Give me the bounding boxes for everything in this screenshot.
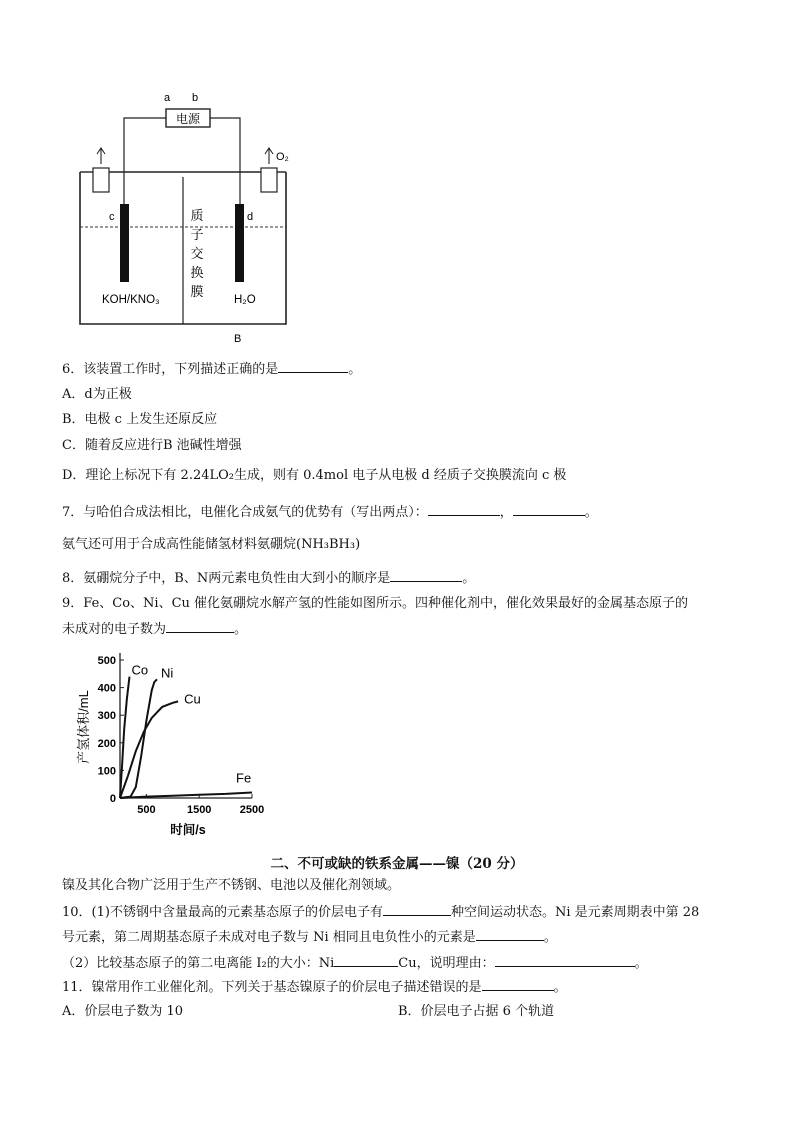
question-8-stem: 8．氨硼烷分子中，B、N两元素电负性由大到小的顺序是 。 <box>62 571 476 586</box>
y-tick-label: 200 <box>97 737 116 750</box>
electrolysis-apparatus-diagram <box>60 86 305 348</box>
series-line-co <box>120 677 130 798</box>
chart-x-axis-title: 时间/s <box>170 823 206 837</box>
electrode-d <box>235 204 244 282</box>
electrode-d-label: d <box>247 211 254 223</box>
y-tick-label: 100 <box>97 765 116 778</box>
oxygen-label: O₂ <box>276 151 289 163</box>
section-2-title: 二、不可或缺的铁系金属——镍（20 分） <box>270 856 524 872</box>
question-9-line-1: 9．Fe、Co、Ni、Cu 催化氨硼烷水解产氢的性能如图所示。四种催化剂中，催化效果最好的金属基态原子的 <box>62 596 689 611</box>
terminal-b-label: b <box>192 92 199 104</box>
answer-blank-q10-3[interactable] <box>334 954 398 967</box>
series-label-fe: Fe <box>236 770 252 786</box>
q11-option-a: A．价层电子数为 10 <box>62 1004 184 1019</box>
x-tick-label: 500 <box>137 804 156 816</box>
question-11-stem: 11．镍常用作工业催化剂。下列关于基态镍原子的价层电子描述错误的是 。 <box>62 980 567 995</box>
x-tick-label: 1500 <box>186 804 212 816</box>
section-2-intro: 镍及其化合物广泛用于生产不锈钢、电池以及催化剂领域。 <box>62 878 401 893</box>
left-gas-tube <box>93 168 109 192</box>
svg-text:子: 子 <box>190 227 204 242</box>
ammonia-borane-intro: 氨气还可用于合成高性能储氢材料氨硼烷(NH₃BH₃) <box>62 537 361 552</box>
answer-blank-q7-2[interactable] <box>513 503 585 516</box>
membrane-label <box>190 208 203 299</box>
x-tick-label: 2500 <box>239 804 265 816</box>
question-6-stem: 6．该装置工作时，下列描述正确的是 。 <box>62 362 362 377</box>
right-gas-tube <box>261 168 277 192</box>
electrode-c <box>120 204 129 282</box>
power-source-label: 电源 <box>175 112 201 126</box>
y-tick-label: 300 <box>97 710 116 723</box>
right-solution-label: H₂O <box>234 294 256 306</box>
question-10-part-1-line-1: 10．(1)不锈钢中含量最高的元素基态原子的价层电子有 种空间运动状态。Ni 是元素周期表中第 28 <box>62 905 700 920</box>
svg-text:膜: 膜 <box>190 284 204 299</box>
answer-blank-q8[interactable] <box>390 569 462 582</box>
electrode-c-label: c <box>109 211 115 223</box>
question-10-part-2: （2）比较基态原子的第二电离能 I₂的大小：Ni Cu，说明理由： 。 <box>62 956 648 971</box>
q6-option-d: D．理论上标况下有 2.24LO₂生成，则有 0.4mol 电子从电极 d 经质子交换膜流向 c 极 <box>62 468 567 483</box>
svg-text:交: 交 <box>190 246 204 261</box>
svg-text:换: 换 <box>190 265 204 280</box>
terminal-a-label: a <box>164 92 171 104</box>
hydrogen-production-chart <box>66 645 266 845</box>
question-10-part-1-line-2: 号元素，第二周期基态原子未成对电子数与 Ni 相同且电负性小的元素是 。 <box>62 930 557 945</box>
question-7-stem: 7．与哈伯合成法相比，电催化合成氨气的优势有（写出两点）： ， 。 <box>62 505 598 520</box>
q6-option-a: A．d为正极 <box>62 387 132 402</box>
pool-b-label: B <box>234 333 242 345</box>
chart-y-axis-title: 产氢体积/mL <box>76 690 91 764</box>
series-line-fe <box>120 793 252 799</box>
q11-option-b: B．价层电子占据 6 个轨道 <box>398 1004 555 1019</box>
answer-blank-q10-2[interactable] <box>476 928 544 941</box>
answer-blank-q10-1[interactable] <box>383 903 451 916</box>
q6-option-c: C．随着反应进行B 池碱性增强 <box>62 438 242 453</box>
svg-text:质: 质 <box>190 208 204 223</box>
series-line-cu <box>120 701 178 798</box>
y-tick-label: 0 <box>109 793 116 805</box>
answer-blank-q7-1[interactable] <box>428 503 500 516</box>
series-label-cu: Cu <box>184 691 201 707</box>
y-tick-label: 500 <box>97 655 116 667</box>
answer-blank-q11[interactable] <box>482 978 554 991</box>
q6-option-b: B．电极 c 上发生还原反应 <box>62 412 218 427</box>
y-tick-label: 400 <box>97 682 116 695</box>
series-label-ni: Ni <box>160 665 174 681</box>
answer-blank-q10-4[interactable] <box>495 954 635 967</box>
answer-blank-q6[interactable] <box>278 360 348 373</box>
series-label-co: Co <box>131 662 149 678</box>
answer-blank-q9[interactable] <box>166 620 234 633</box>
question-9-line-2: 未成对的电子数为 。 <box>62 622 248 637</box>
left-solution-label: KOH/KNO₃ <box>102 294 160 306</box>
